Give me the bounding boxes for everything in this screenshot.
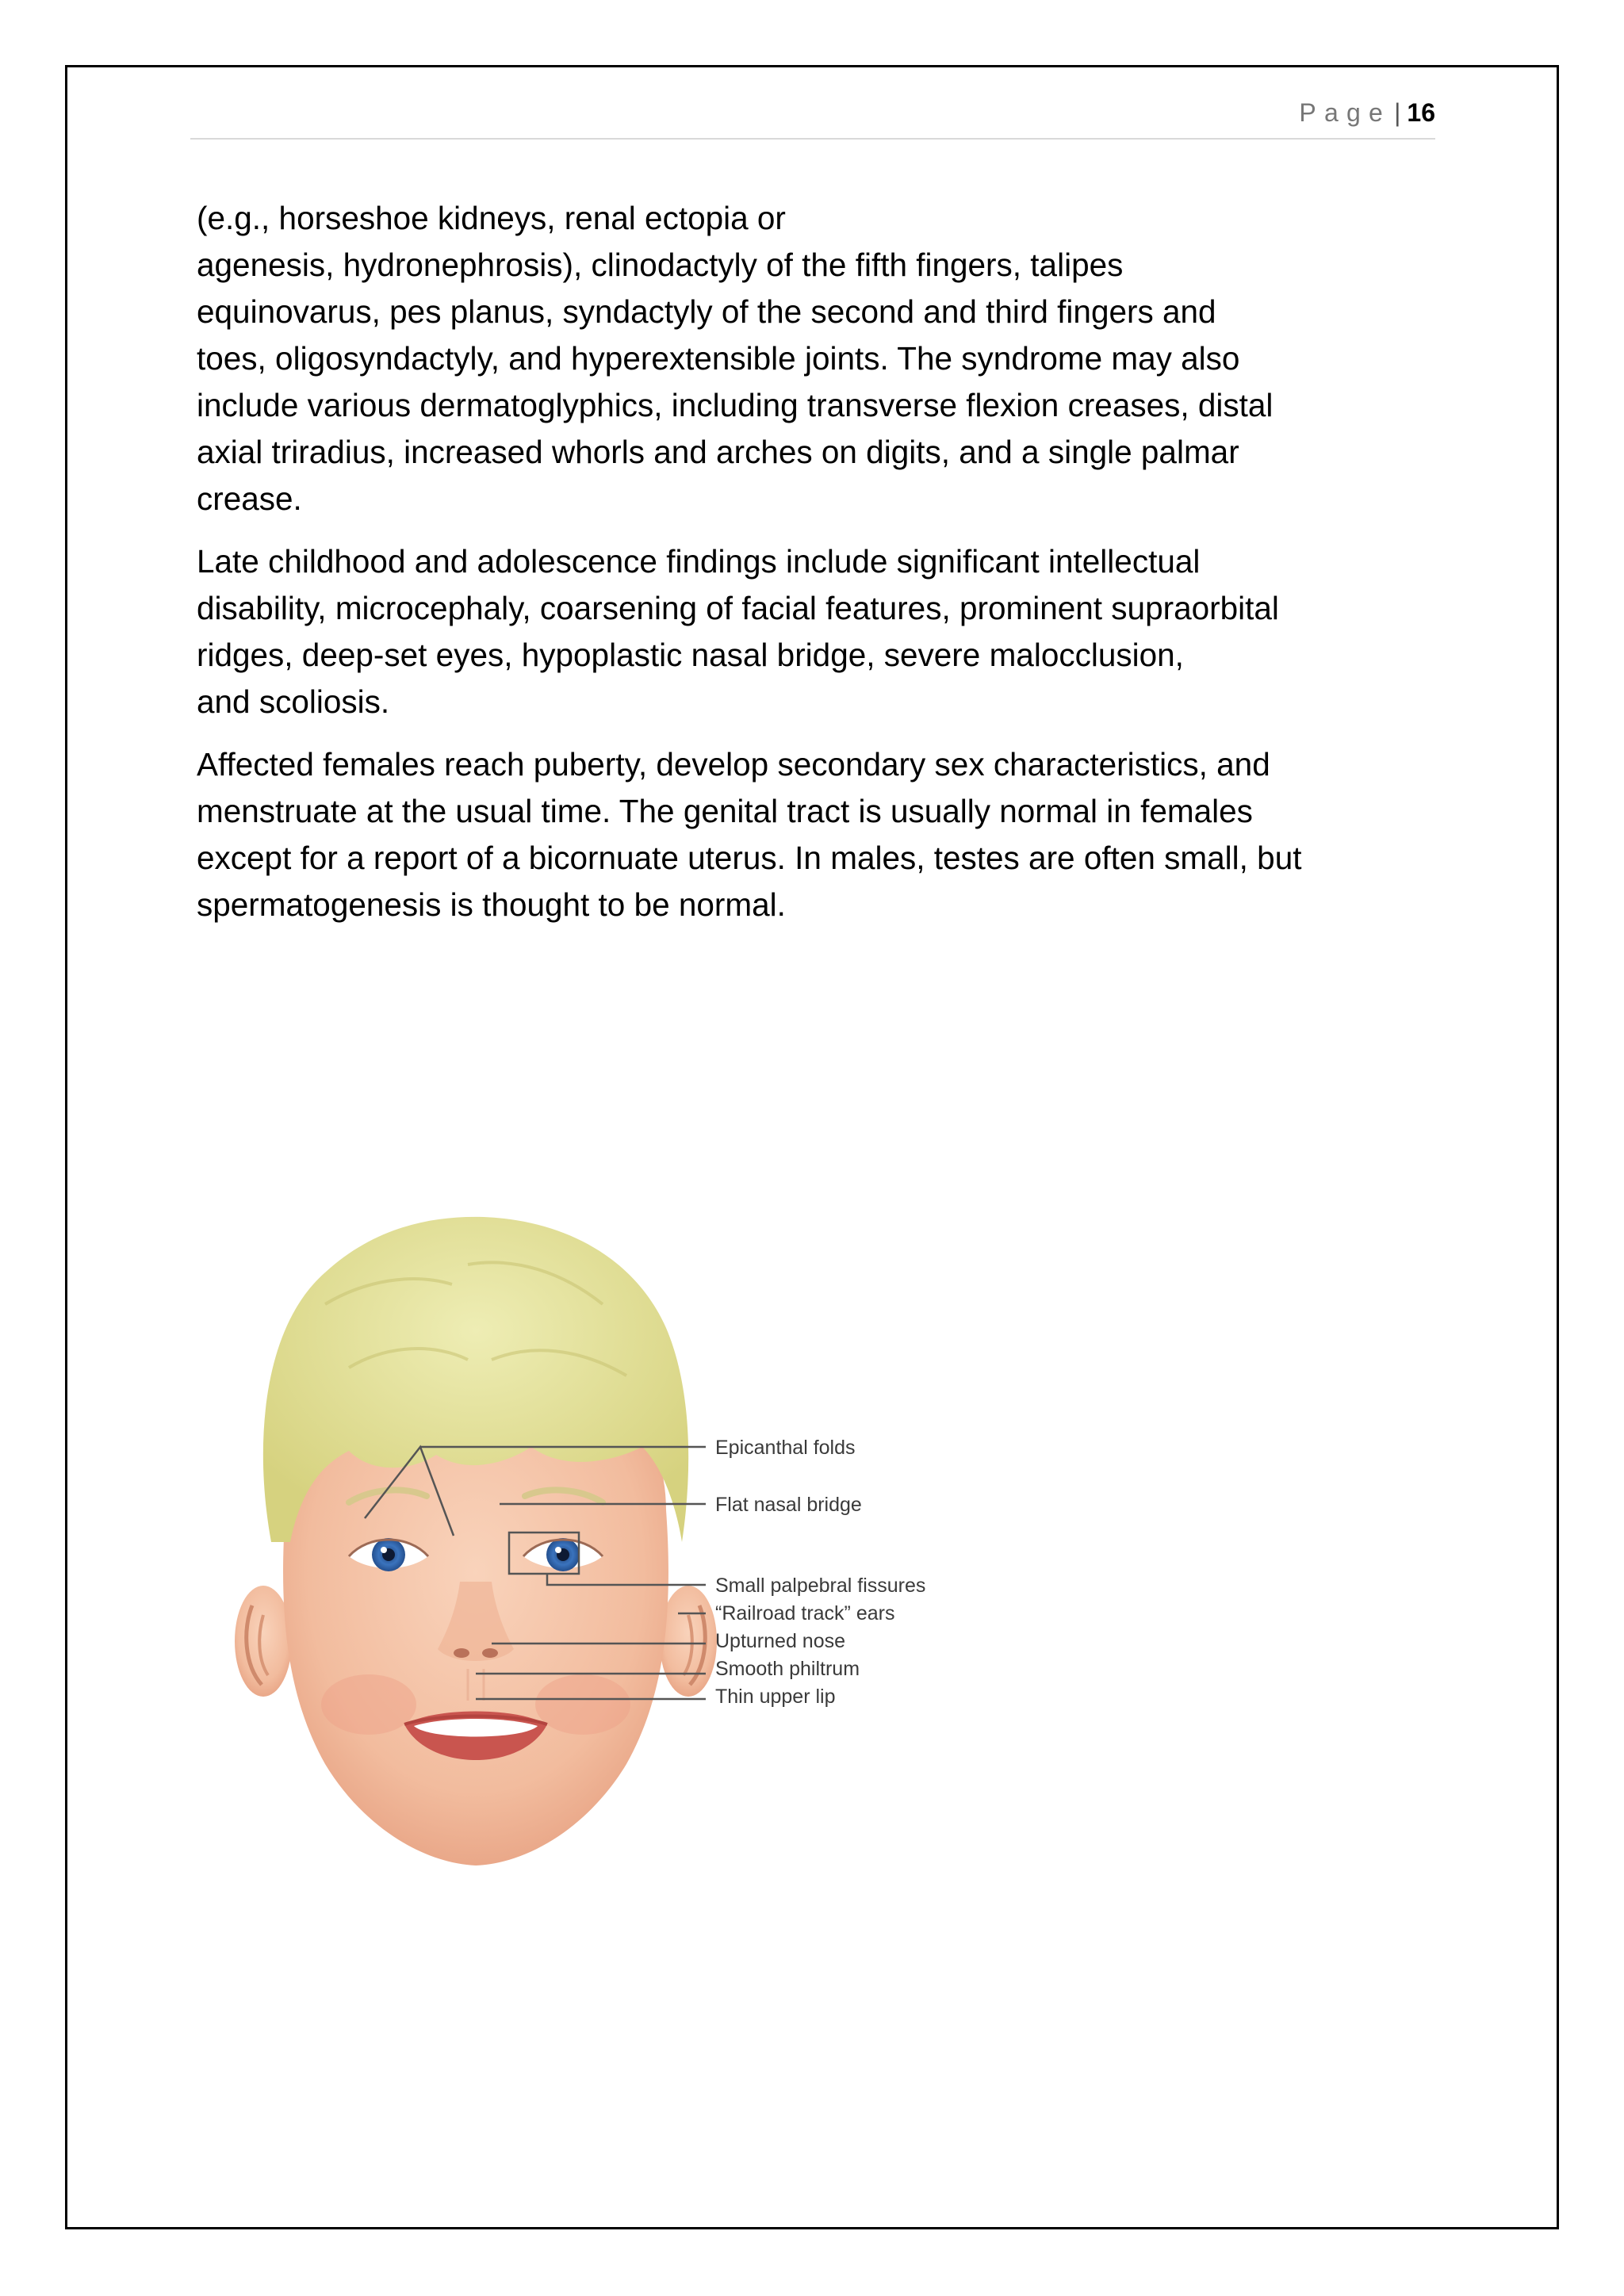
text-line: ridges, deep-set eyes, hypoplastic nasal bridge, severe malocclusion, [197,637,1184,673]
text-line: toes, oligosyndactyly, and hyperextensible joints. The syndrome may also [197,340,1240,377]
text-line: menstruate at the usual time. The genital tract is usually normal in females [197,793,1253,829]
right-cheek [535,1674,630,1735]
text-line: (e.g., horseshoe kidneys, renal ectopia or [197,200,786,236]
paragraph-anomalies [197,195,1434,522]
label-upturned-nose: Upturned nose [715,1630,846,1652]
text-line: crease. [197,480,302,517]
text-line: axial triradius, increased whorls and arches on digits, and a single palmar [197,434,1239,470]
body-text [197,195,1434,944]
page-word: Page [1299,98,1392,127]
page-number: 16 [1407,98,1435,127]
label-thin-upper-lip: Thin upper lip [715,1686,836,1708]
text-line: agenesis, hydronephrosis), clinodactyly of the fifth fingers, talipes [197,247,1124,283]
paragraph-late-childhood [197,538,1434,725]
label-epicanthal-folds: Epicanthal folds [715,1437,856,1459]
text-line: include various dermatoglyphics, including transverse flexion creases, distal [197,387,1274,423]
text-line: spermatogenesis is thought to be normal. [197,886,786,923]
right-ear [660,1586,717,1697]
face-illustration-figure [230,1209,991,1883]
text-line: disability, microcephaly, coarsening of facial features, prominent supraorbital [197,590,1279,626]
text-line: Late childhood and adolescence findings include significant intellectual [197,543,1201,580]
label-small-palpebral-fissures: Small palpebral fissures [715,1575,926,1597]
label-railroad-track-ears: “Railroad track” ears [715,1602,895,1624]
paragraph-puberty [197,741,1434,928]
text-line: Affected females reach puberty, develop secondary sex characteristics, and [197,746,1270,783]
left-cheek [321,1674,416,1735]
page-number-label [1299,98,1435,128]
page-separator: | [1394,98,1401,127]
left-ear [235,1586,292,1697]
face-illustration [230,1209,991,1883]
text-line: except for a report of a bicornuate uterus. In males, testes are often small, but [197,840,1302,876]
text-line: equinovarus, pes planus, syndactyly of the second and third fingers and [197,293,1216,330]
label-smooth-philtrum: Smooth philtrum [715,1658,860,1680]
text-line: and scoliosis. [197,683,390,720]
page-header [190,95,1435,140]
label-flat-nasal-bridge: Flat nasal bridge [715,1494,862,1516]
